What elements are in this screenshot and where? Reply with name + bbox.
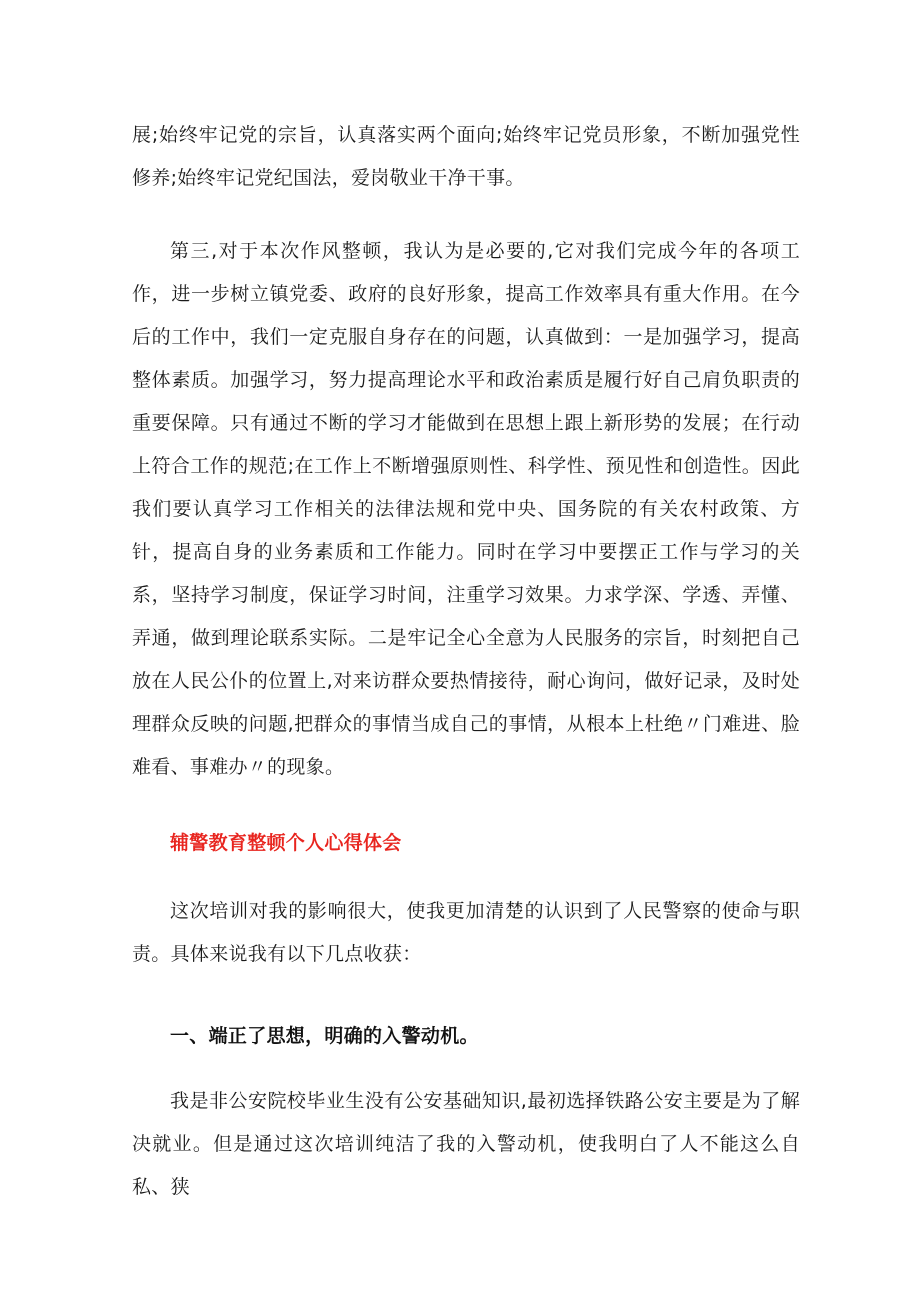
paragraph-third-point: 第三,对于本次作风整顿，我认为是必要的,它对我们完成今年的各项工作，进一步树立镇党委、政府的良好形象，提高工作效率具有重大作用。在今后的工作中，我们一定克服自身存在的问题，认真做到：一是加强学习，提高整体素质。加强学习，努力提高理论水平和政治素质是履行好自己肩负职责的重要保障。只有通过不断的学习才能做到在思想上跟上新形势的发展；在行动上符合工作的规范;在工作上不断增强原则性、科学性、预见性和创造性。因此我们要认真学习工作相关的法律法规和党中央、国务院的有关农村政策、方针，提高自身的业务素质和工作能力。同时在学习中要摆正工作与学习的关系，坚持学习制度，保证学习时间，注重学习效果。力求学深、学透、弄懂、弄通，做到理论联系实际。二是牢记全心全意为人民服务的宗旨，时刻把自己放在人民公仆的位置上,对来访群众要热情接待，耐心询问，做好记录，及时处理群众反映的问题,把群众的事情当成自己的事情，从根本上杜绝〃门难进、脸难看、事难办〃的现象。: [132, 240, 800, 778]
subheading-first-point: 一、端正了思想，明确的入警动机。: [170, 1025, 479, 1047]
section-title: 辅警教育整顿个人心得体会: [170, 832, 402, 854]
paragraph-motivation: 我是非公安院校毕业生没有公安基础知识,最初选择铁路公安主要是为了解决就业。但是通过这次培训纯洁了我的入警动机，使我明白了人不能这么自私、狭: [132, 1090, 800, 1198]
paragraph-continuation: 展;始终牢记党的宗旨，认真落实两个面向;始终牢记党员形象，不断加强党性修养;始终牢记党纪国法，爱岗敬业干净干事。: [132, 124, 800, 189]
paragraph-intro: 这次培训对我的影响很大，使我更加清楚的认识到了人民警察的使命与职责。具体来说我有以下几点收获：: [132, 900, 800, 965]
